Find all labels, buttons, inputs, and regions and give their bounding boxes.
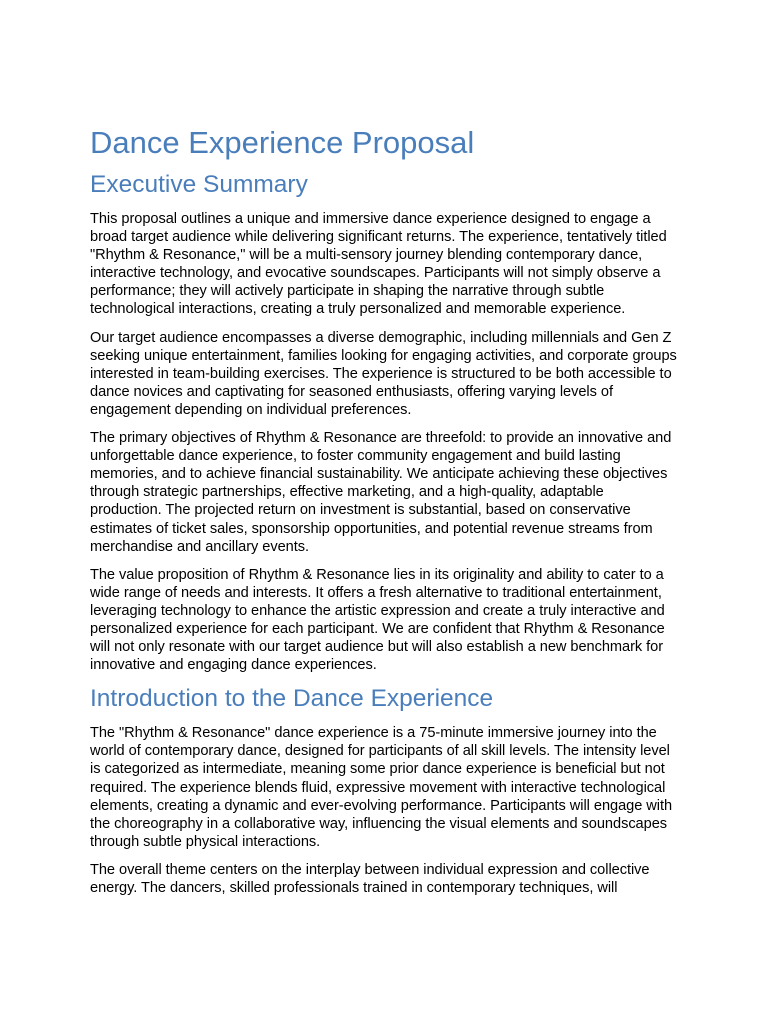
paragraph: The value proposition of Rhythm & Resonance lies in its originality and ability to cater to a wide range of needs and interests. It offers a fresh alternative to traditional entertainment, leveraging technology to enhance the artistic expression and create a truly interactive and personalized experience for each participant. We are confident that Rhythm & Resonance will not only resonate with our target audience but will also establish a new benchmark for innovative and engaging dance experiences. bbox=[90, 566, 665, 674]
paragraph: The overall theme centers on the interplay between individual expression and collective energy. The dancers, skilled professionals trained in contemporary techniques, will bbox=[90, 861, 650, 896]
paragraph: The primary objectives of Rhythm & Resonance are threefold: to provide an innovative and unforgettable dance experience, to foster community engagement and build lasting memories, and to achieve financial sustainability. We anticipate achieving these objectives through strategic partnerships, effective marketing, and a high-quality, adaptable production. The projected return on investment is substantial, based on conservative estimates of ticket sales, sponsorship opportunities, and potential revenue streams from merchandise and ancillary events. bbox=[90, 430, 672, 555]
document-page bbox=[90, 124, 678, 907]
document-title: Dance Experience Proposal bbox=[90, 125, 475, 160]
paragraph: This proposal outlines a unique and immersive dance experience designed to engage a broad target audience while delivering significant returns. The experience, tentatively titled "Rhythm & Resonance," will be a multi-sensory journey blending contemporary dance, interactive technology, and evocative soundscapes. Participants will not simply observe a performance; they will actively participate in shaping the narrative through subtle technological interactions, creating a truly personalized and memorable experience. bbox=[90, 211, 667, 318]
heading-executive-summary: Executive Summary bbox=[90, 171, 308, 198]
paragraph: Our target audience encompasses a diverse demographic, including millennials and Gen Z seeking unique entertainment, families looking for engaging activities, and corporate groups interested in team-building exercises. The experience is structured to be both accessible to dance novices and captivating for seasoned enthusiasts, offering varying levels of engagement depending on individual preferences. bbox=[90, 329, 677, 418]
heading-introduction: Introduction to the Dance Experience bbox=[90, 685, 494, 713]
paragraph: The "Rhythm & Resonance" dance experience is a 75-minute immersive journey into the world of contemporary dance, designed for participants of all skill levels. The intensity level is categorized as intermediate, meaning some prior dance experience is beneficial but not required. The experience blends fluid, expressive movement with interactive technological elements, creating a dynamic and ever-evolving performance. Participants will engage with the choreography in a collaborative way, influencing the visual elements and soundscapes through subtle physical interactions. bbox=[90, 725, 673, 850]
